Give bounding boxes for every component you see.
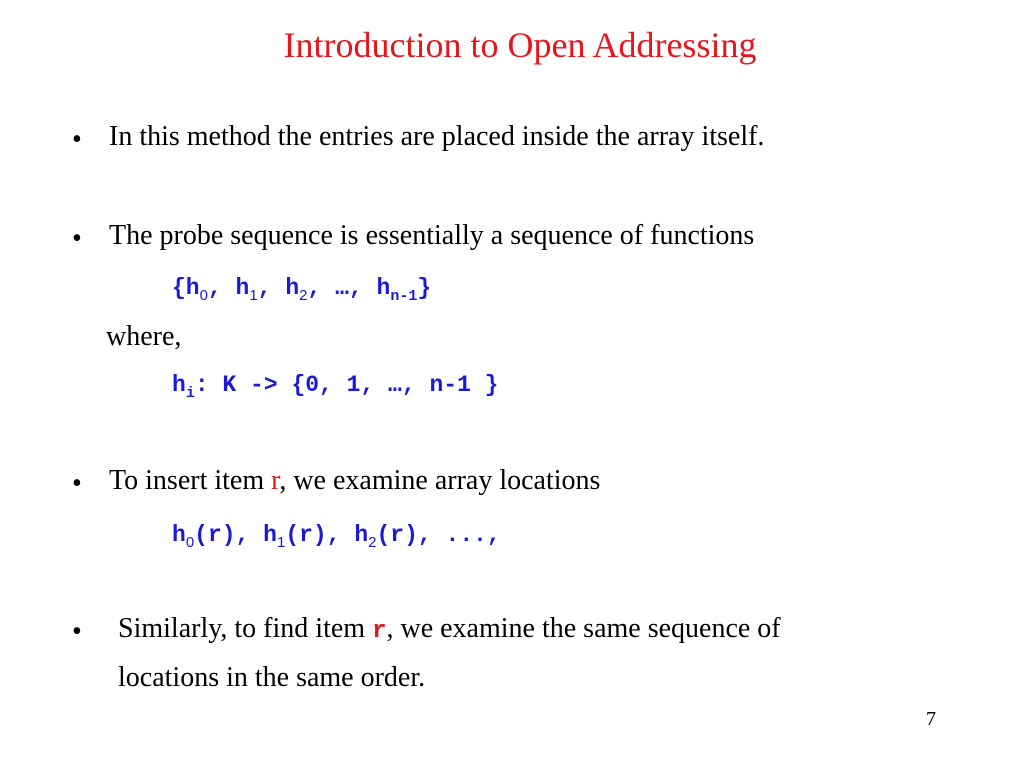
bullet-3-post: , we examine array locations xyxy=(279,465,601,496)
seq-open: {h xyxy=(172,275,200,301)
bullet-marker: • xyxy=(72,468,82,499)
seq-sub-2: 2 xyxy=(299,287,308,304)
bullet-4-post: , we examine the same sequence of xyxy=(386,613,781,644)
loc-sub-2: 2 xyxy=(368,534,377,551)
loc-h0: h xyxy=(172,522,186,548)
bullet-4-pre: Similarly, to find item xyxy=(118,613,373,644)
seq-text-1: , h xyxy=(207,275,250,301)
bullet-4-var: r xyxy=(372,618,387,645)
map-h: h xyxy=(172,372,186,398)
bullet-4-text xyxy=(118,613,781,645)
loc-text-2: (r), h xyxy=(285,522,369,548)
seq-text-3: , …, h xyxy=(307,275,391,301)
map-sub-i: i xyxy=(185,385,195,402)
location-sequence xyxy=(172,522,501,551)
loc-text-3: (r), ..., xyxy=(376,522,501,548)
seq-sub-n: n-1 xyxy=(390,288,418,305)
bullet-marker: • xyxy=(72,223,82,254)
map-rest: : K -> {0, 1, …, n-1 } xyxy=(194,372,499,398)
bullet-marker: • xyxy=(72,124,82,155)
function-sequence xyxy=(172,275,432,305)
seq-text-2: , h xyxy=(257,275,300,301)
seq-sub-0: 0 xyxy=(199,287,208,304)
seq-close: } xyxy=(417,275,432,301)
bullet-2-text: The probe sequence is essentially a sequence of functions xyxy=(109,220,755,251)
loc-sub-0: 0 xyxy=(185,534,195,551)
seq-sub-1: 1 xyxy=(249,287,258,304)
bullet-3-var: r xyxy=(271,465,280,496)
page-number: 7 xyxy=(926,708,936,730)
bullet-3-pre: To insert item xyxy=(109,465,272,496)
bullet-3-text xyxy=(109,465,600,497)
bullet-1-text: In this method the entries are placed inside the array itself. xyxy=(109,121,765,152)
where-label: where, xyxy=(106,321,182,352)
bullet-4-line-2: locations in the same order. xyxy=(118,662,426,693)
loc-sub-1: 1 xyxy=(276,534,286,551)
slide-title: Introduction to Open Addressing xyxy=(283,25,757,65)
bullet-marker: • xyxy=(72,616,82,647)
function-mapping xyxy=(172,372,499,402)
loc-text-1: (r), h xyxy=(194,522,277,548)
